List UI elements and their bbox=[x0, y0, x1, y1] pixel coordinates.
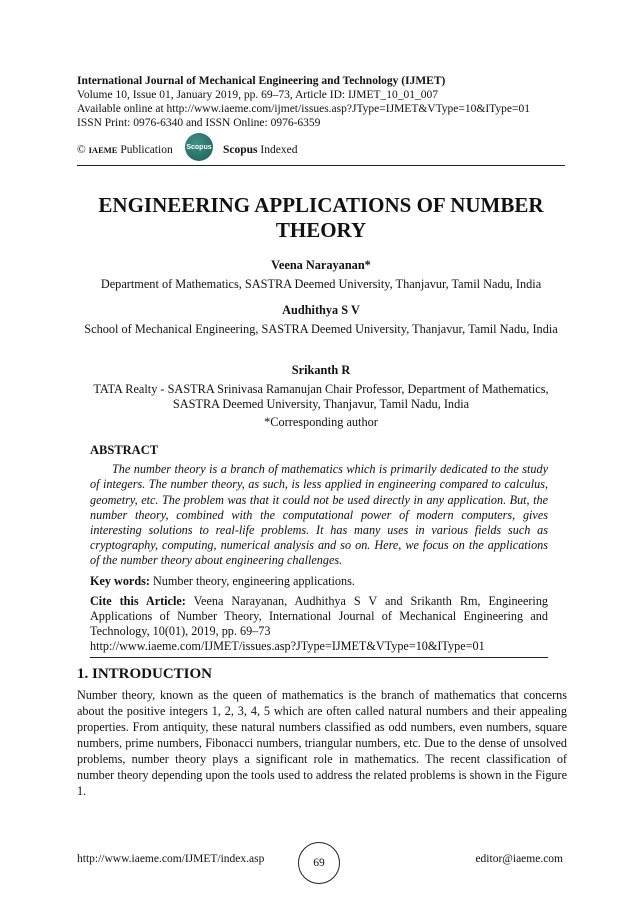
publisher-name: IAEME bbox=[88, 145, 118, 155]
author-name: Audhithya S V bbox=[282, 303, 360, 317]
author-block bbox=[70, 258, 572, 292]
keywords bbox=[90, 574, 548, 589]
publication-word: Publication bbox=[120, 144, 173, 156]
scopus-indexed-label bbox=[223, 144, 297, 156]
author-affiliation: TATA Realty - SASTRA Srinivasa Ramanujan Chair Professor, Department of Mathematics, SASTRA Deemed University, Thanjavur, Tamil Nadu, India bbox=[93, 382, 549, 411]
indexed-word: Indexed bbox=[260, 144, 298, 156]
author-name: Srikanth R bbox=[291, 363, 351, 377]
journal-header bbox=[77, 74, 565, 130]
introduction-body: Number theory, known as the queen of mathematics is the branch of mathematics that concerns about the positive integers 1, 2, 3, 4, 5 which are often called natural numbers and their appealing properties. From antiquity, these natural numbers classified as odd numbers, even numbers, square numbers, prime numbers, Fibonacci numbers, triangular numbers, etc. Due to the dense of unsolved problems, number theory plays a significant role in mathematics. The recent classification of number theory depending upon the tools used to address the related problems is shown in the Figure 1. bbox=[77, 688, 567, 798]
header-divider bbox=[77, 165, 565, 166]
author-name: Veena Narayanan* bbox=[271, 258, 371, 272]
page-number: 69 bbox=[298, 842, 340, 884]
keywords-text: Number theory, engineering applications. bbox=[152, 573, 355, 588]
publisher-label bbox=[77, 144, 173, 156]
author-affiliation: Department of Mathematics, SASTRA Deemed University, Thanjavur, Tamil Nadu, India bbox=[100, 277, 542, 291]
footer-url-link[interactable]: http://www.iaeme.com/IJMET/index.asp bbox=[77, 853, 265, 865]
citation bbox=[90, 594, 548, 658]
footer-email-link[interactable]: editor@iaeme.com bbox=[475, 853, 563, 865]
cite-label: Cite this Article: bbox=[90, 593, 186, 608]
journal-title: International Journal of Mechanical Engineering and Technology (IJMET) bbox=[77, 75, 446, 87]
copyright-icon: © bbox=[77, 144, 86, 156]
cite-text: Veena Narayanan, Audhithya S V and Srikanth Rm, Engineering Applications of Number Theory, International Journal of Mechanical Engineering and Technology, 10(01), 2019, pp. 69–73 bbox=[90, 593, 549, 639]
volume-info: Volume 10, Issue 01, January 2019, pp. 69–73, Article ID: IJMET_10_01_007 bbox=[77, 89, 439, 101]
cite-url-link[interactable]: http://www.iaeme.com/IJMET/issues.asp?JType=IJMET&VType=10&IType=01 bbox=[90, 639, 548, 657]
publisher-row bbox=[77, 133, 565, 163]
scopus-logo-icon: Scopus bbox=[185, 133, 213, 161]
author-affiliation: School of Mechanical Engineering, SASTRA Deemed University, Thanjavur, Tamil Nadu, India bbox=[84, 322, 558, 336]
abstract-heading: ABSTRACT bbox=[90, 443, 159, 457]
scopus-word: Scopus bbox=[223, 144, 258, 156]
issn-line: ISSN Print: 0976-6340 and ISSN Online: 0976-6359 bbox=[77, 117, 321, 129]
page-footer bbox=[77, 842, 563, 882]
keywords-label: Key words: bbox=[90, 573, 150, 588]
corresponding-author-note: *Corresponding author bbox=[264, 415, 378, 429]
availability-line: Available online at http://www.iaeme.com/ijmet/issues.asp?JType=IJMET&VType=10&IType=01 bbox=[77, 103, 530, 115]
paper-title: ENGINEERING APPLICATIONS OF NUMBER THEORY bbox=[98, 193, 544, 242]
author-block bbox=[70, 303, 572, 337]
abstract-body: The number theory is a branch of mathematics which is primarily dedicated to the study of integers. The number theory, as such, is less applied in engineering compared to calculus, geometry, etc. The problem was that it could not be used directly in any application. But, the number theory, combined with the computational power of modern computers, gives interesting solutions to real-life problems. It has many uses in various fields such as cryptography, computing, numerical analysis and so on. Here, we focus on the applications of the number theory about engineering challenges. bbox=[90, 462, 548, 568]
section-heading: 1. INTRODUCTION bbox=[77, 666, 213, 682]
abstract-section bbox=[90, 443, 548, 658]
author-block bbox=[70, 363, 572, 430]
